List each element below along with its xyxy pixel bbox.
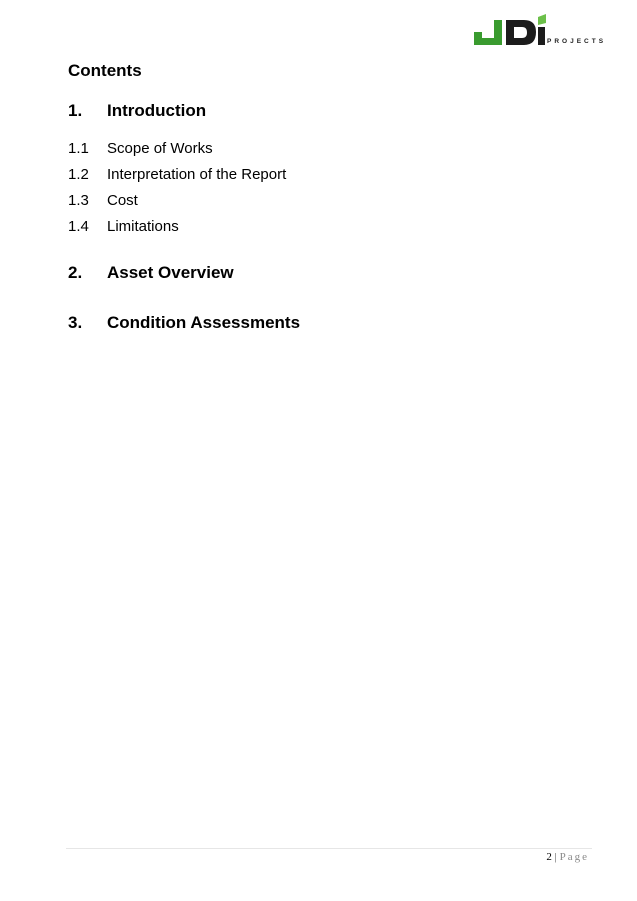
toc-section-number: 2. [68,263,83,282]
logo-wordmark: PROJECTS [547,38,607,45]
toc-subsection-title: Interpretation of the Report [107,166,287,183]
toc-subsection-interpretation[interactable] [68,166,286,183]
toc-section-title: Asset Overview [107,263,234,282]
contents-title: Contents [68,61,142,80]
toc-section-number: 3. [68,313,83,332]
toc-section-asset-overview[interactable] [68,263,234,283]
toc-section-number: 1. [68,101,83,120]
toc-subsection-title: Scope of Works [107,140,213,157]
toc-section-condition-assessments[interactable] [68,313,300,333]
toc-subsection-number: 1.1 [68,140,89,157]
footer-separator: | [554,851,557,863]
footer-divider [66,848,592,849]
toc-subsection-number: 1.3 [68,192,89,209]
toc-section-title: Introduction [107,101,207,120]
toc-subsection-number: 1.4 [68,218,89,235]
toc-subsection-title: Limitations [107,218,179,235]
toc-subsection-cost[interactable] [68,192,138,209]
page-footer [546,851,589,863]
toc-subsection-scope-of-works[interactable] [68,140,213,157]
toc-section-introduction[interactable] [68,101,206,121]
company-logo [472,14,607,50]
toc-section-title: Condition Assessments [107,313,301,332]
page-number: 2 [546,851,552,863]
toc-subsection-number: 1.2 [68,166,89,183]
toc-subsection-title: Cost [107,192,138,209]
toc-subsection-limitations[interactable] [68,218,179,235]
page-label: Page [559,851,589,863]
